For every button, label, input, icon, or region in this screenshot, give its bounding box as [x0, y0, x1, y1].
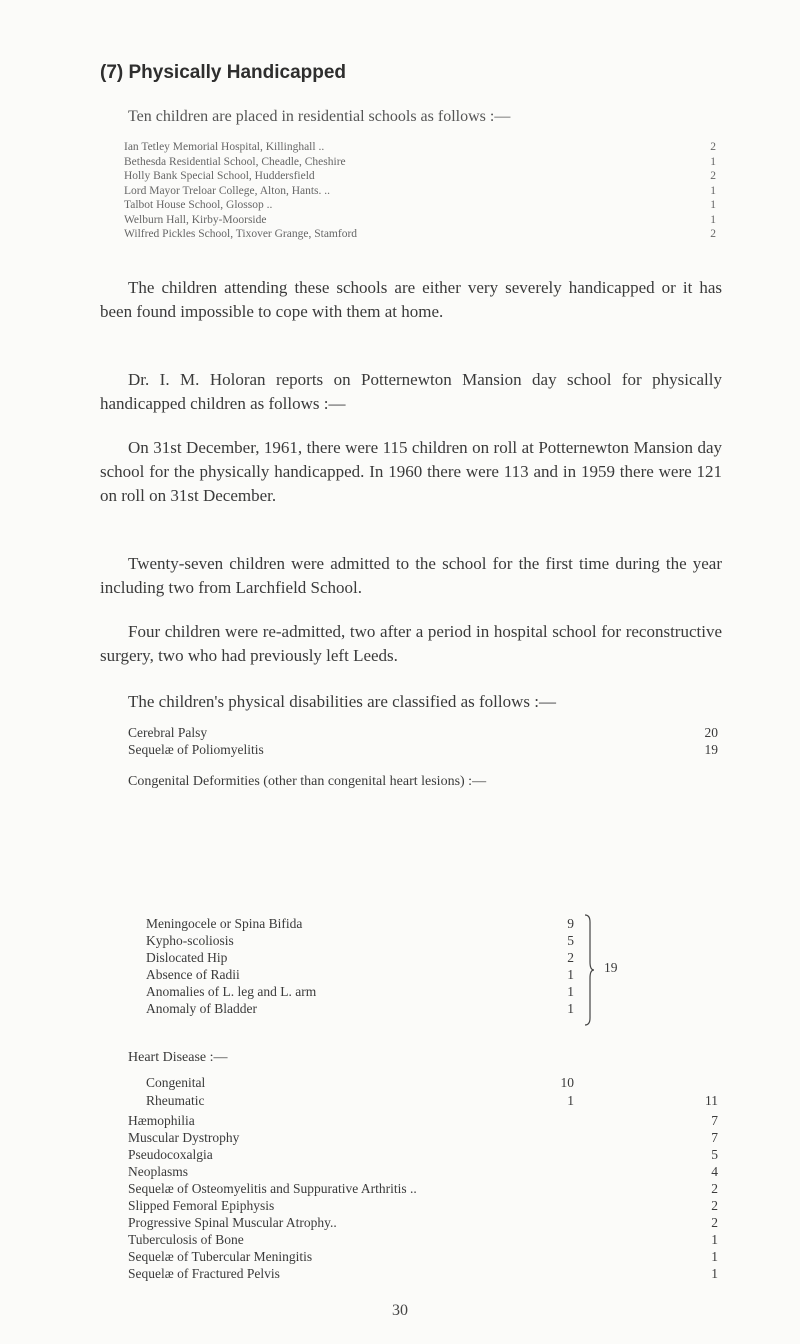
- list-item: Sequelæ of Tubercular Meningitis 1: [128, 1249, 718, 1264]
- list-item: Neoplasms 4: [128, 1164, 718, 1179]
- list-item: Lord Mayor Treloar College, Alton, Hants. .. 1: [124, 184, 716, 197]
- list-item: Sequelæ of Poliomyelitis 19: [128, 742, 718, 757]
- paragraph-1: The children attending these schools are either very severely handicapped or it has been found impossible to cope with them at home.: [100, 278, 722, 321]
- list-item: Meningocele or Spina Bifida 9: [146, 916, 574, 931]
- list-item: Wilfred Pickles School, Tixover Grange, Stamford 2: [124, 228, 716, 240]
- list-item: Muscular Dystrophy 7: [128, 1130, 718, 1145]
- section-title: (7) Physically Handicapped: [100, 62, 347, 83]
- list-item: Sequelæ of Osteomyelitis and Suppurative Arthritis .. 2: [128, 1181, 718, 1196]
- congenital-total: 19: [604, 960, 618, 975]
- list-item: Dislocated Hip 2: [146, 950, 574, 965]
- list-item: Kypho-scoliosis 5: [146, 933, 574, 948]
- list-item: Progressive Spinal Muscular Atrophy.. 2: [128, 1215, 718, 1230]
- paragraph-4: Twenty-seven children were admitted to the school for the first time during the year including two from Larchfield School.: [100, 554, 722, 597]
- list-item: Anomaly of Bladder 1: [146, 1001, 574, 1016]
- list-item: Sequelæ of Fractured Pelvis 1: [128, 1266, 718, 1281]
- intro-text: Ten children are placed in residential schools as follows :—: [128, 108, 511, 125]
- congenital-heading: Congenital Deformities (other than congenital heart lesions) :—: [128, 774, 487, 789]
- list-item: Ian Tetley Memorial Hospital, Killinghall .. 2: [124, 141, 716, 153]
- list-item: Bethesda Residential School, Cheadle, Cheshire 1: [124, 155, 716, 168]
- list-item: Talbot House School, Glossop .. 1: [124, 199, 716, 211]
- list-item: Tuberculosis of Bone 1: [128, 1232, 718, 1247]
- list-item: Congenital 10: [146, 1075, 574, 1090]
- list-item: Slipped Femoral Epiphysis 2: [128, 1198, 718, 1213]
- heart-total: 11: [705, 1093, 718, 1108]
- list-item: Pseudocoxalgia 5: [128, 1147, 718, 1162]
- list-item: Absence of Radii 1: [146, 967, 574, 982]
- paragraph-6: The children's physical disabilities are classified as follows :—: [128, 692, 556, 711]
- paragraph-3: On 31st December, 1961, there were 115 children on roll at Potternewton Mansion day school for the physically handicapped. In 1960 there were 113 and in 1959 there were 121 on roll on 31st December.: [100, 438, 722, 505]
- paragraph-2: Dr. I. M. Holoran reports on Potternewton Mansion day school for physically handicapped children as follows :—: [100, 370, 722, 413]
- list-item: Holly Bank Special School, Huddersfield 2: [124, 170, 716, 182]
- list-item: Welburn Hall, Kirby-Moorside 1: [124, 213, 716, 226]
- list-item: Anomalies of L. leg and L. arm 1: [146, 984, 574, 999]
- right-brace-icon: [584, 914, 594, 1026]
- heart-heading: Heart Disease :—: [128, 1050, 228, 1065]
- list-item: Hæmophilia 7: [128, 1113, 718, 1128]
- paragraph-5: Four children were re-admitted, two after a period in hospital school for reconstructive surgery, two who had previously left Leeds.: [100, 622, 722, 665]
- list-item: Rheumatic 1: [146, 1093, 574, 1108]
- page-number: 30: [392, 1302, 408, 1319]
- residential-schools-list: [124, 141, 724, 243]
- list-item: Cerebral Palsy 20: [128, 725, 718, 740]
